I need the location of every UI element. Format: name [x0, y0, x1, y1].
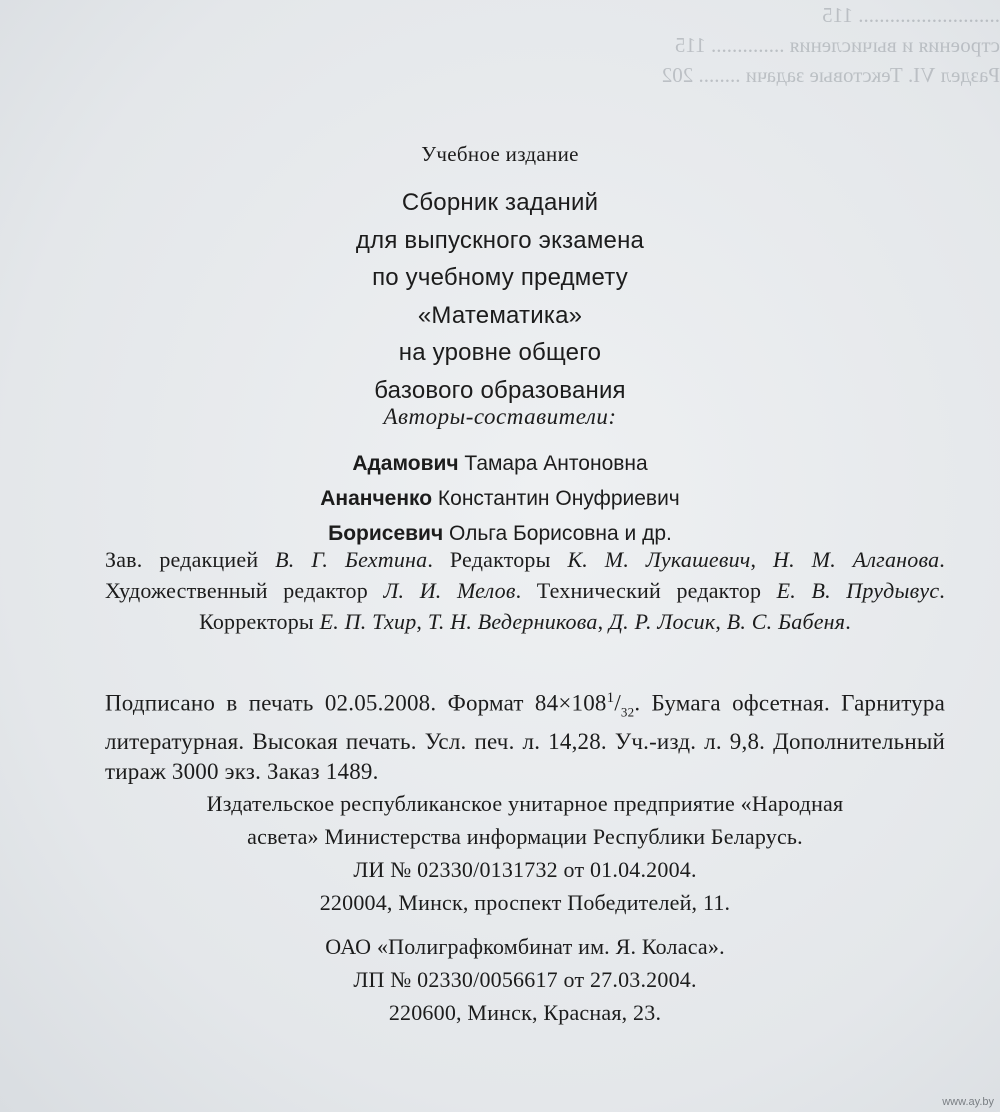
- publisher-line: асвета» Министерства информации Республики Беларусь.: [247, 824, 803, 849]
- author-line: [0, 481, 1000, 516]
- imprint-text: . Бумага офсетная. Гарнитура литературная. Высокая печать. Усл. печ. л. 14,28. Уч.-изд. л. 9,8. Дополнительный тираж 3000 экз. Заказ 1489.: [105, 690, 945, 785]
- publisher-line: Издательское республиканское унитарное предприятие «Народная: [206, 791, 844, 816]
- book-title: [0, 184, 1000, 409]
- editor-name: Т. Н. Ведерникова: [427, 609, 598, 634]
- publisher-line: 220004, Минск, проспект Победителей, 11.: [319, 890, 731, 915]
- title-line: Сборник заданий: [401, 189, 599, 216]
- editor-text: . Корректоры: [199, 578, 945, 634]
- editor-text: ,: [416, 609, 428, 634]
- editor-text: . Редакторы: [427, 547, 568, 572]
- authors-heading: Авторы-составители:: [383, 404, 617, 429]
- editor-text: ,: [715, 609, 727, 634]
- bleed-line: Раздел VI. Текстовые задачи ........ 202: [661, 63, 1000, 87]
- editor-text: Зав. редакцией: [105, 547, 276, 572]
- edition-label: Учебное издание: [421, 142, 579, 166]
- format-fraction-denominator: 32: [620, 704, 635, 720]
- editor-name: В. С. Бабеня: [726, 609, 846, 634]
- editor-name: К. М. Лукашевич: [567, 547, 751, 572]
- format-fraction-slash: /: [614, 690, 621, 716]
- title-line: по учебному предмету: [372, 264, 628, 291]
- author-surname: Ананченко: [320, 487, 433, 510]
- editor-text: . Технический редактор: [515, 578, 777, 603]
- author-line: [0, 446, 1000, 481]
- editor-text: . Художественный редактор: [105, 547, 945, 603]
- editor-text: ,: [597, 609, 609, 634]
- bleed-line: строения и вычисления .............. 115: [674, 33, 1000, 57]
- editor-name: Н. М. Алганова: [773, 547, 940, 572]
- author-name: Ольга Борисовна и др.: [443, 522, 672, 545]
- watermark: www.ay.by: [942, 1096, 994, 1108]
- authors-list: [0, 446, 1000, 551]
- imprint-text: Подписано в печать 02.05.2008. Формат 84×108: [105, 690, 607, 716]
- editor-name: Е. П. Тхир: [319, 609, 417, 634]
- format-fraction-numerator: 1: [606, 690, 615, 706]
- title-line: для выпускного экзамена: [355, 226, 645, 254]
- author-surname: Борисевич: [328, 522, 444, 545]
- publisher-line: ЛИ № 02330/0131732 от 01.04.2004.: [353, 857, 697, 882]
- editor-name: Е. В. Прудывус: [776, 578, 940, 603]
- publisher-info: [105, 787, 945, 919]
- imprint-details: [105, 683, 945, 787]
- author-name: Константин Онуфриевич: [432, 487, 680, 510]
- editorial-staff: [105, 544, 945, 637]
- bleed-line: ........................... 115: [822, 3, 1000, 27]
- editor-name: Л. И. Мелов: [383, 578, 516, 603]
- author-name: Тамара Антоновна: [458, 452, 648, 475]
- printer-line: 220600, Минск, Красная, 23.: [388, 1000, 662, 1025]
- editor-name: В. Г. Бехтина: [275, 547, 428, 572]
- printer-info: [105, 930, 945, 1029]
- title-line: «Математика»: [417, 301, 583, 329]
- author-surname: Адамович: [352, 452, 459, 475]
- title-line: базового образования: [374, 376, 626, 404]
- bleed-through-text: [661, 0, 1000, 95]
- editor-text: .: [845, 609, 851, 634]
- editor-text: ,: [750, 547, 774, 572]
- editor-name: Д. Р. Лосик: [608, 609, 716, 634]
- printer-line: ОАО «Полиграфкомбинат им. Я. Коласа».: [325, 934, 725, 959]
- title-line: на уровне общего: [398, 339, 602, 366]
- printer-line: ЛП № 02330/0056617 от 27.03.2004.: [353, 967, 697, 992]
